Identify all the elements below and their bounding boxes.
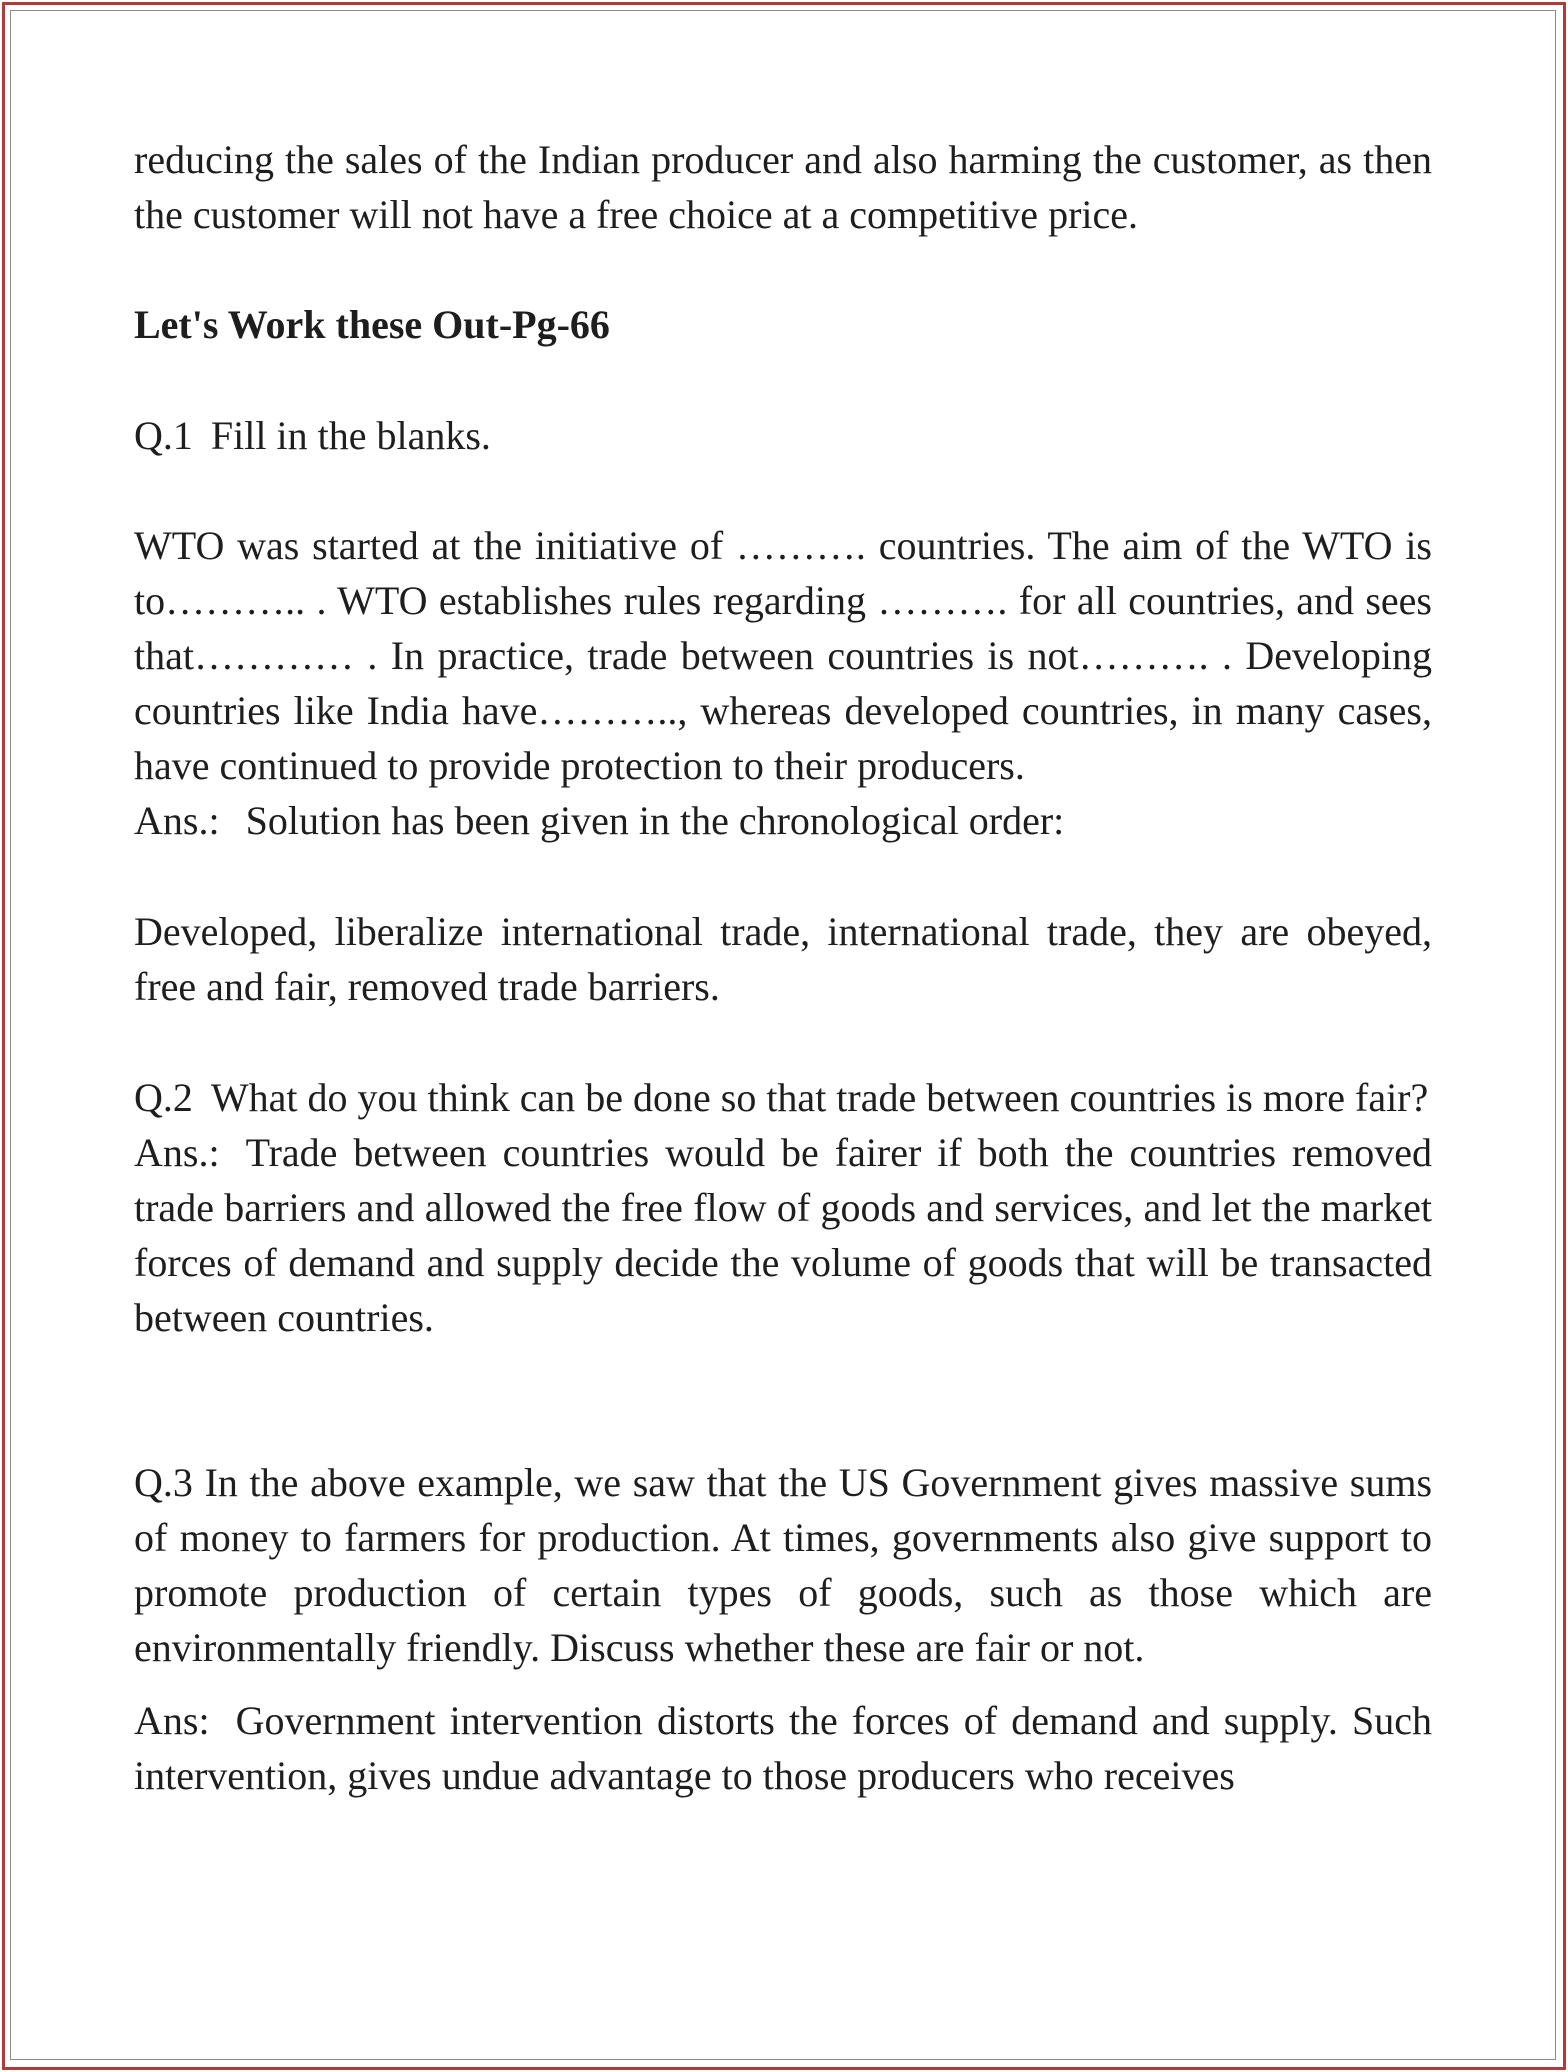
- q1-answer-intro: [134, 793, 1432, 848]
- q3-answer: [134, 1693, 1432, 1803]
- q3-number: Q.3: [134, 1460, 193, 1505]
- q2-answer-label: Ans.:: [134, 1130, 220, 1175]
- q1-question-text: Fill in the blanks.: [210, 413, 491, 458]
- q3-answer-text: Government intervention distorts the forces of demand and supply. Such intervention, gives undue advantage to those producers who receives: [134, 1698, 1432, 1798]
- q1-question: [134, 408, 1432, 463]
- q1-number: Q.1: [134, 413, 193, 458]
- q2-answer: [134, 1125, 1432, 1345]
- q2-number: Q.2: [134, 1075, 193, 1120]
- q1-answer-intro-text: Solution has been given in the chronological order:: [245, 798, 1065, 843]
- document-page: [134, 132, 1432, 1803]
- q3-question: [134, 1455, 1432, 1675]
- section-heading: Let's Work these Out-Pg-66: [134, 302, 610, 347]
- q2-question-text: What do you think can be done so that trade between countries is more fair?: [210, 1075, 1429, 1120]
- q1-answer-label: Ans.:: [134, 798, 220, 843]
- q3-question-text: In the above example, we saw that the US Government gives massive sums of money to farmers for production. At times, governments also give support to promote production of certain types of goods, such as those which are environmentally friendly. Discuss whether these are fair or not.: [134, 1460, 1433, 1670]
- q1-answer: Developed, liberalize international trade, international trade, they are obeyed, free and fair, removed trade barriers.: [134, 909, 1432, 1009]
- q2-answer-text: Trade between countries would be fairer if both the countries removed trade barriers and allowed the free flow of goods and services, and let the market forces of demand and supply decide the volume of goods that will be transacted between countries.: [134, 1130, 1432, 1340]
- q3-answer-label: Ans:: [134, 1698, 210, 1743]
- q2-question: [134, 1070, 1432, 1125]
- intro-paragraph: reducing the sales of the Indian producer and also harming the customer, as then the customer will not have a free choice at a competitive price.: [134, 137, 1432, 237]
- q1-passage: WTO was started at the initiative of ………. countries. The aim of the WTO is to……….. . WTO establishes rules regarding ………. for all countries, and sees that………… . In practice, trade between countries is not………. . Developing countries like India have……….., whereas developed countries, in many cases, have continued to provide protection to their producers.: [134, 523, 1432, 788]
